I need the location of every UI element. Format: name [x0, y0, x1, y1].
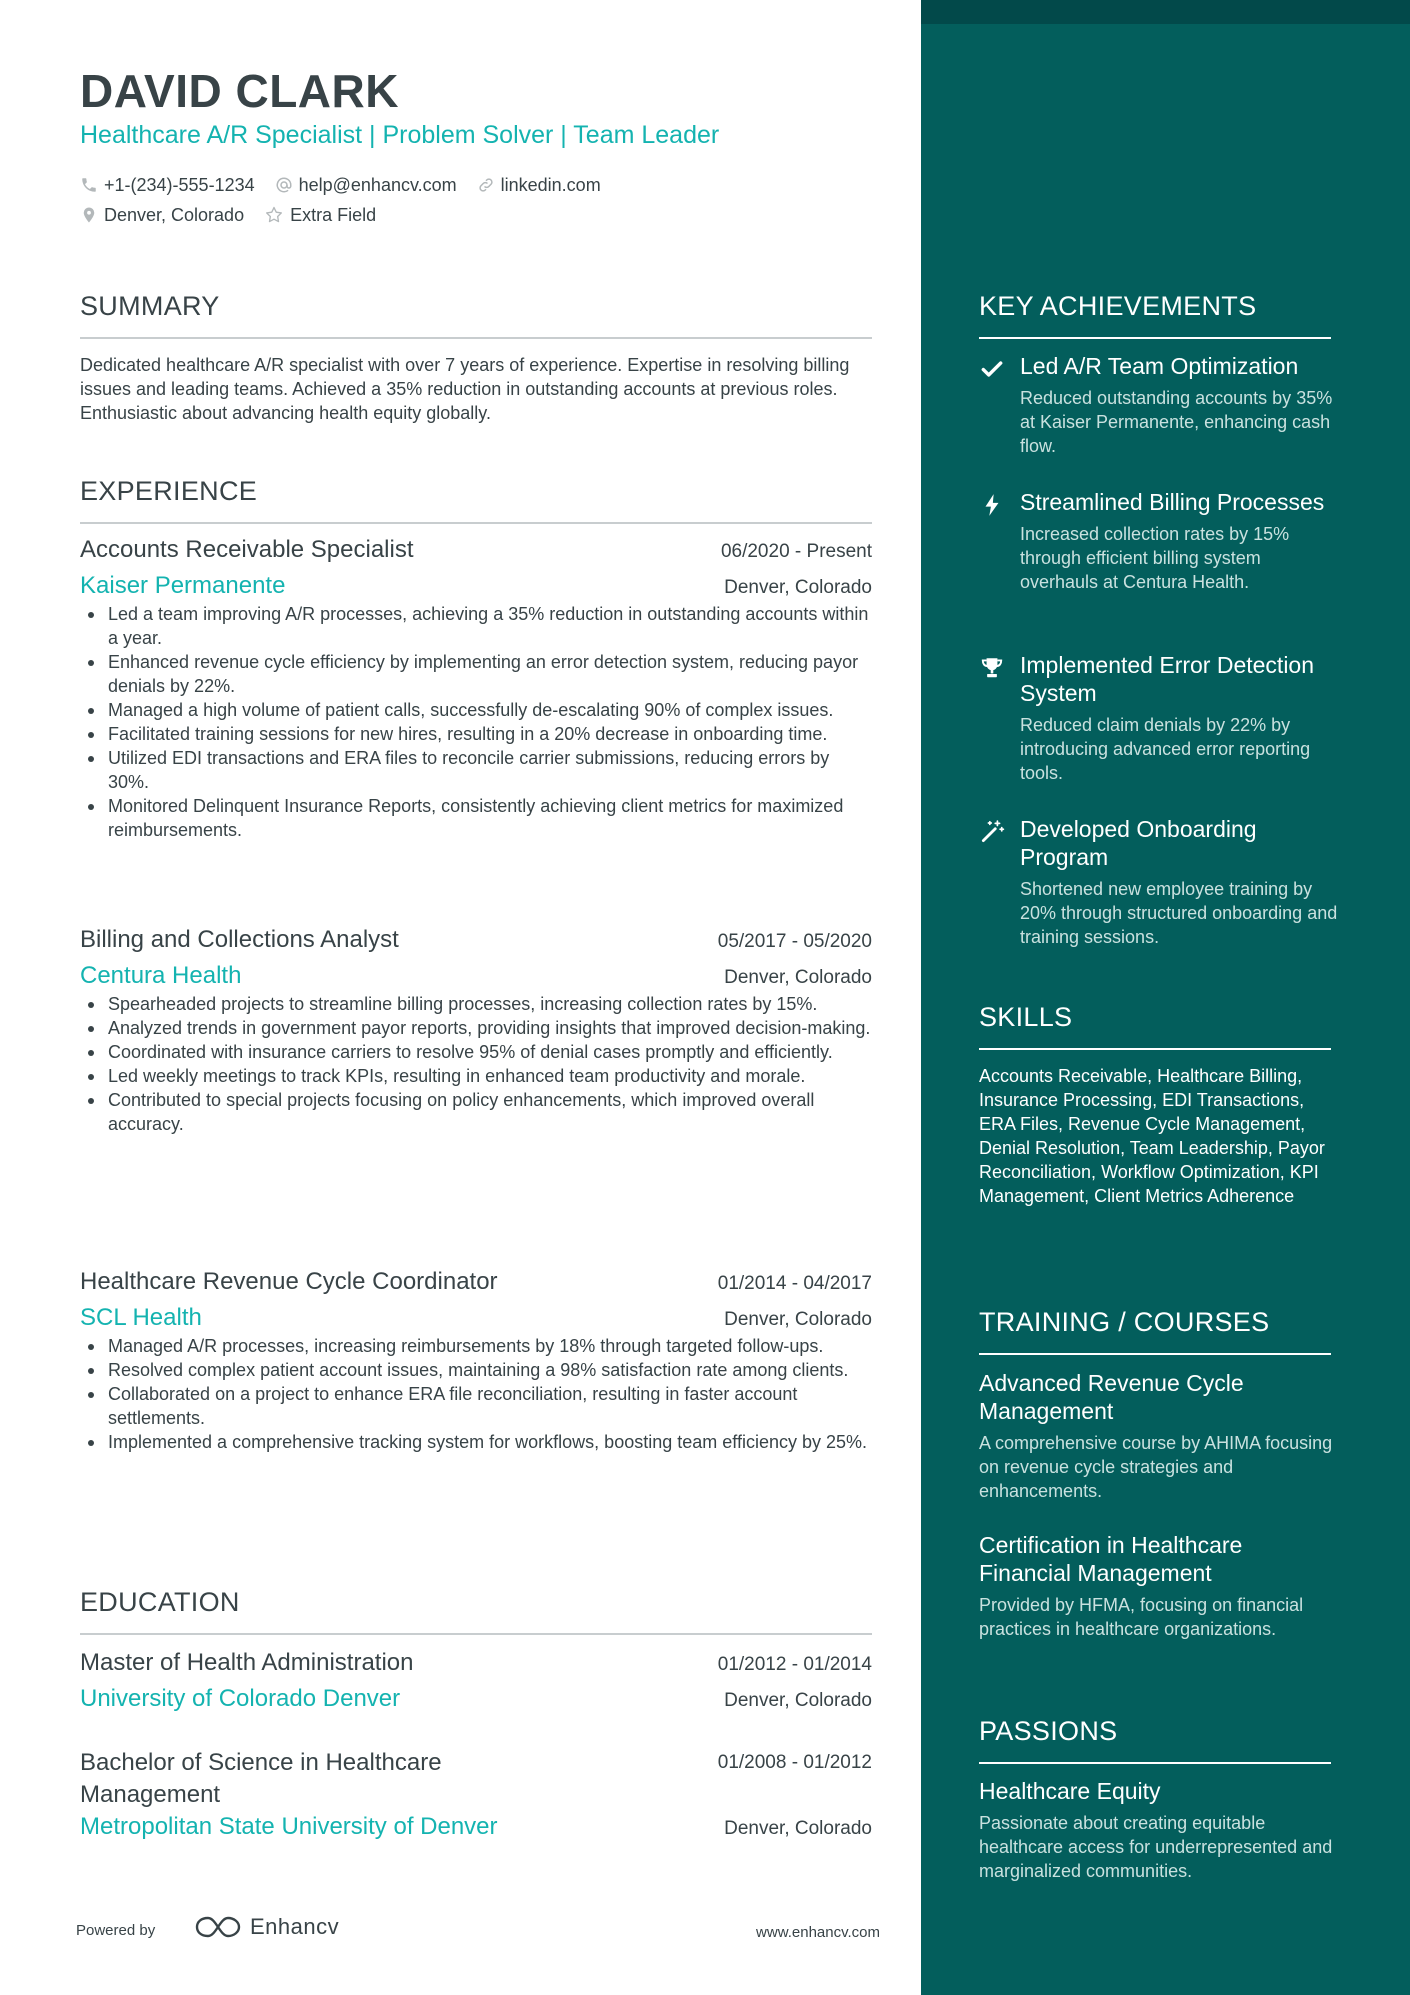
education-entry [80, 1747, 872, 1841]
skills-heading: SKILLS [979, 1002, 1073, 1032]
email-contact[interactable] [275, 175, 457, 196]
experience-heading: EXPERIENCE [80, 476, 258, 506]
job-company: Kaiser Permanente [80, 572, 286, 599]
candidate-name: DAVID CLARK [80, 65, 399, 117]
job-dates: 05/2017 - 05/2020 [717, 931, 872, 952]
education-dates: 01/2012 - 01/2014 [717, 1654, 872, 1675]
job-location: Denver, Colorado [724, 577, 872, 598]
achievement-item [979, 352, 1339, 458]
linkedin-contact[interactable] [477, 175, 601, 196]
passion-title: Healthcare Equity [979, 1778, 1161, 1804]
trophy-icon [979, 655, 1005, 681]
enhancv-logo-text: Enhancv [250, 1914, 340, 1939]
star-icon [264, 205, 284, 225]
training-heading: TRAINING / COURSES [979, 1307, 1270, 1337]
achievement-desc: Increased collection rates by 15% through efficient billing system overhauls at Centura Health. [1020, 524, 1290, 592]
achievement-item [979, 488, 1339, 594]
achievement-item [979, 651, 1339, 785]
course-item [979, 1531, 1339, 1641]
summary-heading: SUMMARY [80, 291, 220, 321]
passion-desc: Passionate about creating equitable healthcare access for underrepresented and marginalized communities. [979, 1813, 1333, 1881]
achievements-divider [979, 337, 1331, 339]
job-bullet: Monitored Delinquent Insurance Reports, consistently achieving client metrics for maximized reimbursements. [80, 794, 872, 842]
job-role: Accounts Receivable Specialist [80, 536, 414, 563]
phone-contact[interactable] [80, 175, 255, 196]
achievement-desc: Shortened new employee training by 20% through structured onboarding and training sessions. [1020, 879, 1338, 947]
experience-divider [80, 522, 872, 524]
degree: Master of Health Administration [80, 1649, 414, 1676]
summary-divider [80, 337, 872, 339]
passions-divider [979, 1762, 1331, 1764]
job-bullet: Contributed to special projects focusing on policy enhancements, which improved overall accuracy. [80, 1088, 872, 1136]
achievement-title: Implemented Error Detection System [1020, 652, 1315, 706]
website-link[interactable]: www.enhancv.com [756, 1924, 880, 1941]
extra-field-text: Extra Field [290, 204, 377, 225]
school: Metropolitan State University of Denver [80, 1813, 498, 1840]
check-icon [979, 356, 1005, 382]
job-location: Denver, Colorado [724, 967, 872, 988]
job-bullet: Spearheaded projects to streamline billing processes, increasing collection rates by 15%. [80, 992, 872, 1016]
email-text: help@enhancv.com [298, 174, 457, 195]
lightning-icon [979, 492, 1005, 518]
degree: Bachelor of Science in Healthcare Management [80, 1749, 442, 1808]
link-icon [477, 176, 495, 194]
education-heading: EDUCATION [80, 1587, 240, 1617]
job-bullet: Managed A/R processes, increasing reimbursements by 18% through targeted follow-ups. [80, 1334, 872, 1358]
skills-divider [979, 1048, 1331, 1050]
job-bullet: Led a team improving A/R processes, achieving a 35% reduction in outstanding accounts within a year. [80, 602, 872, 650]
location-contact [80, 205, 244, 226]
achievements-heading: KEY ACHIEVEMENTS [979, 291, 1257, 321]
job-location: Denver, Colorado [724, 1309, 872, 1330]
powered-by-text: Powered by [76, 1922, 156, 1939]
achievement-item [979, 815, 1339, 949]
course-title: Advanced Revenue Cycle Management [979, 1370, 1244, 1424]
skills-list: Accounts Receivable, Healthcare Billing, Insurance Processing, EDI Transactions, ERA Files, Revenue Cycle Management, Denial Resolution, Team Leadership, Payor Reconciliation, Workflow Optimization, KPI Management, Client Metrics Adherence [979, 1066, 1325, 1206]
extra-field [264, 205, 376, 226]
job-entry [80, 926, 872, 1136]
job-company: Centura Health [80, 962, 242, 989]
job-role: Healthcare Revenue Cycle Coordinator [80, 1268, 498, 1295]
training-divider [979, 1353, 1331, 1355]
job-bullet: Implemented a comprehensive tracking system for workflows, boosting team efficiency by 25%. [80, 1430, 872, 1454]
passions-heading: PASSIONS [979, 1716, 1118, 1746]
enhancv-logo[interactable] [194, 1914, 339, 1940]
magic-wand-icon [979, 819, 1005, 845]
phone-text: +1-(234)-555-1234 [104, 174, 255, 195]
school: University of Colorado Denver [80, 1685, 401, 1712]
job-bullet: Resolved complex patient account issues, maintaining a 98% satisfaction rate among clients. [80, 1358, 872, 1382]
course-desc: A comprehensive course by AHIMA focusing on revenue cycle strategies and enhancements. [979, 1433, 1333, 1501]
footer [76, 1910, 880, 1950]
achievement-desc: Reduced claim denials by 22% by introducing advanced error reporting tools. [1020, 715, 1311, 783]
linkedin-text: linkedin.com [500, 174, 601, 195]
course-title: Certification in Healthcare Financial Management [979, 1532, 1243, 1586]
achievement-title: Developed Onboarding Program [1020, 816, 1257, 870]
sidebar-top-band [921, 0, 1410, 24]
education-entry [80, 1649, 872, 1713]
job-company: SCL Health [80, 1304, 202, 1331]
summary-text: Dedicated healthcare A/R specialist with over 7 years of experience. Expertise in resolving billing issues and leading teams. Achieved a 35% reduction in outstanding accounts at previous roles. Enthusiastic about advancing health equity globally. [80, 355, 850, 423]
at-icon [275, 176, 293, 194]
passion-item [979, 1777, 1339, 1883]
job-bullet: Enhanced revenue cycle efficiency by implementing an error detection system, reducing payor denials by 22%. [80, 650, 872, 698]
job-bullets [80, 602, 872, 842]
job-bullet: Managed a high volume of patient calls, successfully de-escalating 90% of complex issues. [80, 698, 872, 722]
candidate-title: Healthcare A/R Specialist | Problem Solver | Team Leader [80, 121, 720, 149]
course-desc: Provided by HFMA, focusing on financial practices in healthcare organizations. [979, 1595, 1304, 1639]
job-bullet: Facilitated training sessions for new hires, resulting in a 20% decrease in onboarding time. [80, 722, 872, 746]
job-entry [80, 1268, 872, 1454]
enhancv-logo-icon [194, 1914, 242, 1940]
job-bullets [80, 992, 872, 1136]
job-role: Billing and Collections Analyst [80, 926, 399, 953]
job-bullet: Coordinated with insurance carriers to resolve 95% of denial cases promptly and efficiently. [80, 1040, 872, 1064]
education-dates: 01/2008 - 01/2012 [717, 1752, 872, 1773]
job-dates: 01/2014 - 04/2017 [717, 1273, 872, 1294]
course-item [979, 1369, 1339, 1503]
location-pin-icon [80, 206, 98, 224]
contact-info [80, 172, 621, 232]
education-location: Denver, Colorado [724, 1690, 872, 1711]
job-bullet: Analyzed trends in government payor reports, providing insights that improved decision-making. [80, 1016, 872, 1040]
job-dates: 06/2020 - Present [720, 541, 872, 562]
job-bullet: Utilized EDI transactions and ERA files to reconcile carrier submissions, reducing errors by 30%. [80, 746, 872, 794]
education-divider [80, 1633, 872, 1635]
job-bullets [80, 1334, 872, 1454]
job-bullet: Collaborated on a project to enhance ERA file reconciliation, resulting in faster account settlements. [80, 1382, 872, 1430]
location-text: Denver, Colorado [104, 204, 245, 225]
phone-icon [80, 176, 98, 194]
achievement-desc: Reduced outstanding accounts by 35% at Kaiser Permanente, enhancing cash flow. [1020, 388, 1333, 456]
achievement-title: Led A/R Team Optimization [1020, 353, 1299, 379]
job-entry [80, 536, 872, 842]
education-location: Denver, Colorado [724, 1818, 872, 1839]
achievement-title: Streamlined Billing Processes [1020, 489, 1325, 515]
job-bullet: Led weekly meetings to track KPIs, resulting in enhanced team productivity and morale. [80, 1064, 872, 1088]
